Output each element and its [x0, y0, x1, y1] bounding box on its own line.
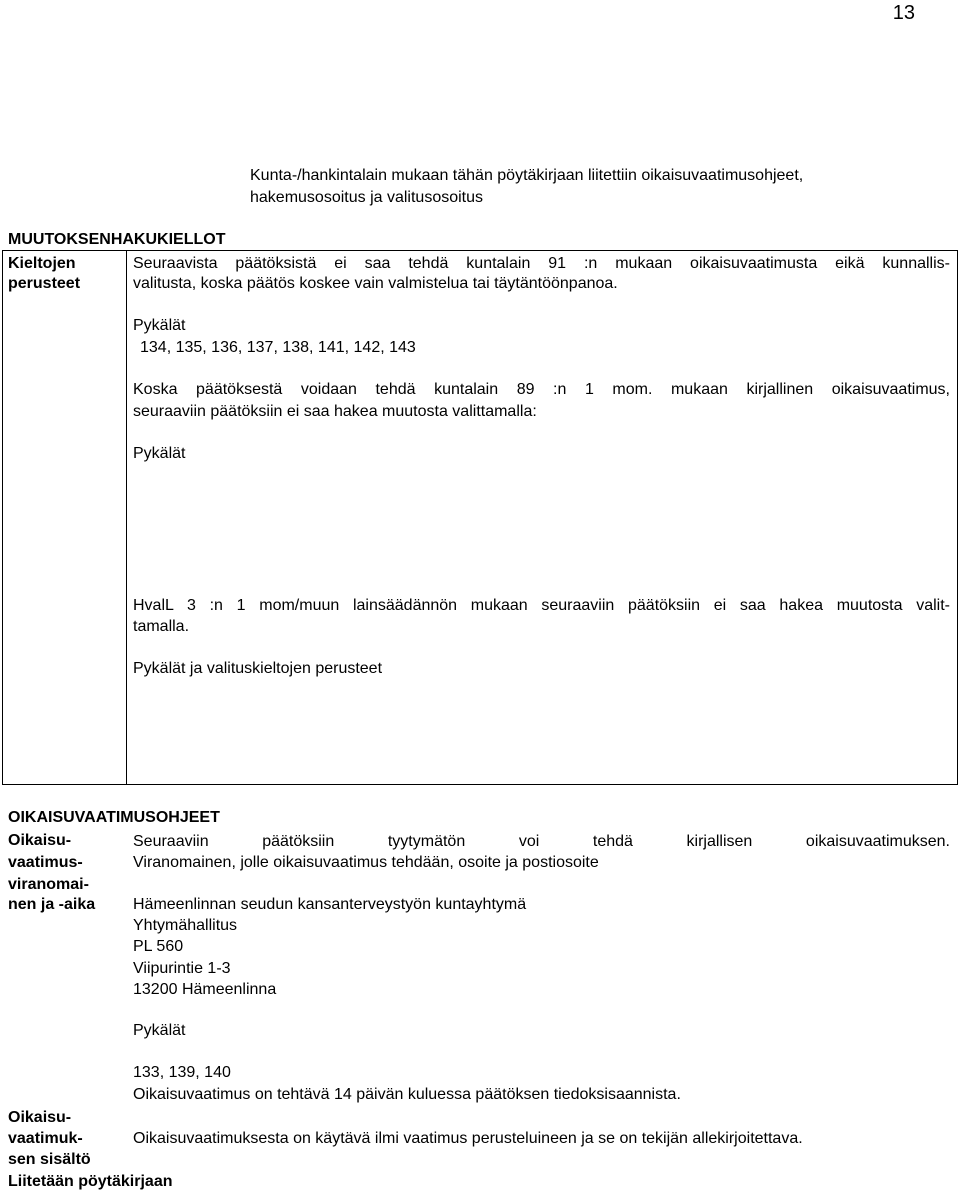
ohjeet-pykalat-label: Pykälät — [133, 1022, 186, 1039]
ohjeet-intro-line-2: Viranomainen, jolle oikaisuvaatimus tehdään, osoite ja postiosoite — [133, 854, 599, 871]
footer-label: Liitetään pöytäkirjaan — [8, 1173, 173, 1190]
ohjeet-intro-line-1: Seuraaviin päätöksiin tyytymätön voi tehdä kirjallisen oikaisuvaatimuksen. — [133, 833, 950, 850]
viranomainen-label-line-4: nen ja -aika — [8, 896, 96, 913]
viranomainen-label-line-1: Oikaisu- — [8, 832, 72, 849]
kieltojen-label-line-2: perusteet — [8, 275, 81, 292]
viranomainen-label-line-3: viranomai- — [8, 876, 89, 893]
address-line-5: 13200 Hämeenlinna — [133, 981, 277, 998]
table1-top-border — [2, 250, 957, 251]
pykalat-list-1: 134, 135, 136, 137, 138, 141, 142, 143 — [140, 339, 416, 356]
address-line-4: Viipurintie 1-3 — [133, 960, 231, 977]
viranomainen-label-line-2: vaatimus- — [8, 854, 83, 871]
table1-left-border — [2, 250, 3, 785]
pykalat-label-2: Pykälät — [133, 445, 186, 462]
address-line-2: Yhtymähallitus — [133, 917, 238, 934]
deadline-text: Oikaisuvaatimus on tehtävä 14 päivän kuluessa päätöksen tiedoksisaannista. — [133, 1086, 681, 1103]
kieltojen-label-line-1: Kieltojen — [8, 255, 76, 272]
para1-line-1: Seuraavista päätöksistä ei saa tehdä kuntalain 91 :n mukaan oikaisuvaatimusta eikä kunnallis- — [133, 255, 950, 272]
sisalto-label-line-3: sen sisältö — [8, 1151, 91, 1168]
para2-line-1: Koska päätöksestä voidaan tehdä kuntalain 89 :n 1 mom. mukaan kirjallinen oikaisuvaatimus, — [133, 381, 950, 398]
address-line-3: PL 560 — [133, 938, 184, 955]
pykalat-label-1: Pykälät — [133, 317, 186, 334]
para3-line-1: HvalL 3 :n 1 mom/muun lainsäädännön mukaan seuraaviin päätöksiin ei saa hakea muutosta valit- — [133, 597, 950, 614]
para1-line-2: valitusta, koska päätös koskee vain valmistelua tai täytäntöönpanoa. — [133, 275, 618, 292]
pykalat-label-3: Pykälät ja valituskieltojen perusteet — [133, 660, 383, 677]
para3-line-2: tamalla. — [133, 618, 190, 635]
oikaisuvaatimusohjeet-heading: OIKAISUVAATIMUSOHJEET — [8, 809, 220, 826]
page-number: 13 — [892, 2, 915, 24]
intro-line-1: Kunta-/hankintalain mukaan tähän pöytäkirjaan liitettiin oikaisuvaatimusohjeet, — [250, 167, 804, 184]
table1-right-border — [957, 250, 958, 785]
address-line-1: Hämeenlinnan seudun kansanterveystyön kuntayhtymä — [133, 896, 527, 913]
intro-line-2: hakemusosoitus ja valitusosoitus — [250, 189, 484, 206]
content-requirement-text: Oikaisuvaatimuksesta on käytävä ilmi vaatimus perusteluineen ja se on tekijän allekirjoitettava. — [133, 1130, 803, 1147]
sisalto-label-line-2: vaatimuk- — [8, 1130, 83, 1147]
para2-line-2: seuraaviin päätöksiin ei saa hakea muutosta valittamalla: — [133, 403, 537, 420]
table1-column-divider — [126, 250, 127, 785]
sisalto-label-line-1: Oikaisu- — [8, 1109, 72, 1126]
ohjeet-pykalat-list: 133, 139, 140 — [133, 1064, 231, 1081]
table1-bottom-border — [2, 784, 957, 785]
muutoksenhakukiellot-heading: MUUTOKSENHAKUKIELLOT — [8, 231, 226, 248]
